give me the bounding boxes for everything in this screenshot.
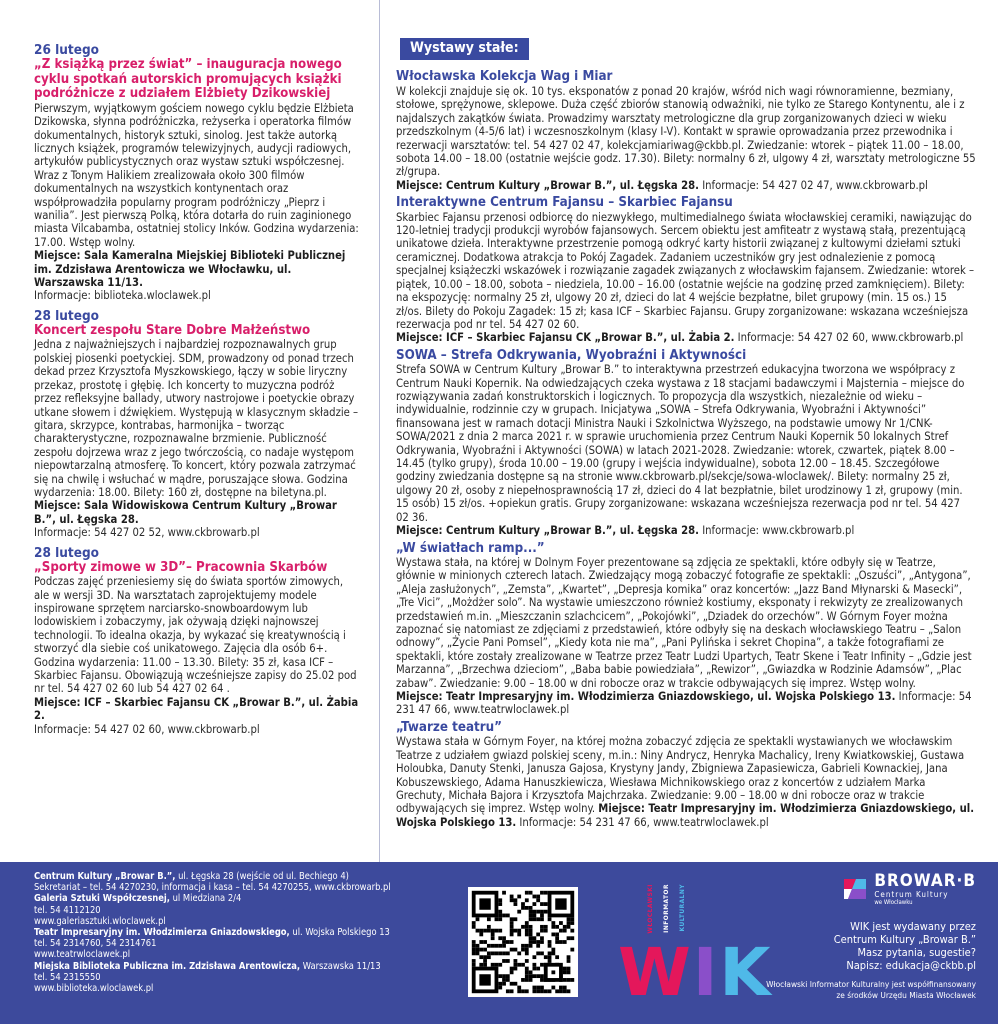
footer-contacts	[34, 871, 454, 994]
wik-vertical-1: WŁOCŁAWSKI	[646, 884, 654, 934]
contact-line	[34, 871, 454, 882]
contact-name: Teatr Impresaryjny im. Włodzimierza Gniazdowskiego,	[34, 927, 290, 939]
exhibition-title: Interaktywne Centrum Fajansu – Skarbiec Fajansu	[396, 195, 733, 211]
exhibition-info: Informacje: 54 231 47 66, www.teatrwloclawek.pl	[519, 815, 769, 829]
footer	[0, 862, 998, 1024]
wik-letter-w: W	[618, 934, 693, 1011]
event-info: Informacje: 54 427 02 60, www.ckbrowarb.pl	[34, 722, 260, 736]
event-date: 26 lutego	[34, 42, 100, 58]
contact-line	[34, 882, 454, 893]
browar-logo	[736, 872, 976, 906]
contact-line	[34, 893, 454, 904]
event-description: Pierwszym, wyjątkowym gościem nowego cyklu będzie Elżbieta Dzikowska, słynna podróżniczka, reżyserka i operatorka filmów dokumentalnych, historyk sztuki, sinolog. Jest także autorką licznych książek, programów telewizyjnych, audycji radiowych, artykułów publicystycznych oraz wystaw sztuki współczesnej. Wraz z Tonym Halikiem zrealizowała około 300 filmów dokumentalnych na wszystkich kontynentach oraz współprowadziła popularny program podróżniczy „Pieprz i wanilia”. Jest pierwszą Polką, która dotarła do ruin zaginionego miasta Vilcabamba, ostatniej stolicy Inków. Godzina wydarzenia: 17.00. Wstęp wolny.	[34, 101, 359, 249]
contact-email[interactable]: Napisz: edukacja@ckbb.pl	[846, 959, 976, 972]
contact-detail: Sekretariat – tel. 54 4270230, informacja i kasa – tel. 54 4270255, www.ckbrowarb.pl	[34, 882, 391, 894]
exhibition-info: Informacje: 54 231 47 66, www.teatrwloclawek.pl	[396, 690, 972, 717]
column-divider	[379, 0, 380, 862]
section-badge: Wystawy stałe:	[400, 38, 529, 60]
wik-letter-i: I	[692, 934, 720, 1011]
event-description: Jedna z najważniejszych i najbardziej rozpoznawalnych grup polskiej piosenki poetyckiej. SDM, prowadzony od ponad trzech dekad przez Krzysztofa Myszkowskiego, łączy w sobie liryczny przekaz, prostotę i głębię. Ich koncerty to muzyczna podróż przez refleksyjne ballady, utwory nastrojowe i poetyckie obrazy utkane słowem i dźwiękiem. Występują w klasycznym składzie – gitara, skrzypce, kontrabas, harmonijka – tworząc charakterystyczne, rozpoznawalne brzmienie. Publiczność zespołu dojrzewa wraz z jego twórczością, co nadaje występom niepowtarzalną atmosferę. To koncert, który pozwala zatrzymać się na chwilę i wsłuchać w mądre, poruszające słowa. Godzina wydarzenia: 18.00. Bilety: 160 zł, dostępne na biletyna.pl.	[34, 338, 359, 499]
contact-link[interactable]: www.teatrwloclawek.pl	[34, 949, 131, 961]
event-date: 28 lutego	[34, 307, 100, 324]
note-line: ze środków Urzędu Miasta Włocławek	[836, 989, 976, 1000]
exhibition-description: Wystawa stała, na której w Dolnym Foyer prezentowane są zdjęcia ze spektakli, które odbyły się w Teatrze, głównie w minionych czterech latach. Zwiedzający mogą zobaczyć fotografie ze spektakli: „Oszuści”, „Antygona”, „Aleja zasłużonych”, „Zemsta”, „Kwartet”, „Depresja komika” oraz koncertów: „Jazz Band Młynarski & Masecki”, „Tre Vici”, „Możdżer solo”. Na wystawie umieszczono również kostiumy, eksponaty i rekwizyty ze zrealizowanych przedstawień m.in. „Mieszczanin szlachcicem”, „Pokojówki”, „Dziadek do orzechów”. W Górnym Foyer można zapoznać się natomiast ze zdjęciami z przedstawień, które odbyły się na deskach włocławskiego Teatru – „Salon odnowy”, „Życie Pani Pomsel”, „Kiedy kota nie ma”, „Pani Pylińska i sekret Chopina”, a także fotografiami ze spektakli, które zostały zrealizowane w Teatrze przez Teatr Ludzi Upartych, Teatr Skene i Teatr Infinity – „Gdzie jest Marzanna”, „Brzechwa dzieciom”, „Baba babie powiedziała”, „Rewizor”, „Gwiazdka w Rodzinie Adamsów”, „Plac zabaw”. Zwiedzanie: 9.00 – 18.00 w dni robocze oraz w trakcie odbywających się imprez. Wstęp wolny.	[396, 556, 972, 690]
exhibition-description: Wystawa stała w Górnym Foyer, na której można zobaczyć zdjęcia ze spektakli wystawianych we włocławskim Teatrze z udziałem gwiazd polskiej sceny, m.in.: Niny Andrycz, Henryka Machalicy, Ireny Kwiatkowskiej, Gustawa Holoubka, Danuty Stenki, Janusza Gajosa, Krystyny Jandy, Zbigniewa Zapasiewicza, Gabrieli Kownackiej, Jana Kobuszewskiego, Adama Hanuszkiewicza, Wiesława Michnikowskiego oraz z koncertów z udziałem Marka Grechuty, Michała Bajora i Krzysztofa Majchrzaka. Zwiedzanie: 9.00 – 18.00 w dni robocze oraz w trakcie odbywających się imprez. Wstęp wolny.	[396, 735, 965, 816]
event-title: „Sporty zimowe w 3D”– Pracownia Skarbów	[34, 559, 328, 575]
contact-detail: tel. 54 4112120	[34, 904, 101, 916]
exhibition-title: „Twarze teatru”	[396, 719, 503, 735]
event-info: Informacje: 54 427 02 52, www.ckbrowarb.pl	[34, 526, 260, 540]
event-place: Miejsce: ICF – Skarbiec Fajansu CK „Browar B.”, ul. Żabia 2.	[34, 695, 359, 723]
contact-line	[34, 961, 454, 972]
contact-name: Centrum Kultury „Browar B.”,	[34, 871, 176, 882]
event-info: Informacje: biblioteka.wloclawek.pl	[34, 289, 211, 303]
logo-subtitle: Centrum Kultury	[874, 890, 949, 899]
contact-detail: ul. Łęgska 28 (wejście od ul. Bechiego 4)	[175, 871, 349, 882]
contact-link[interactable]: www.biblioteka.wloclawek.pl	[34, 983, 154, 995]
funding-note	[736, 979, 976, 1000]
exhibition-description: Strefa SOWA w Centrum Kultury „Browar B.” to interaktywna przestrzeń edukacyjna tworzona we współpracy z Centrum Nauki Kopernik. Na odwiedzających czeka wystawa z 18 stacjami badawczymi i Majsternia – miejsce do rozwiązywania zadań konstruktorskich i logicznych. To propozycja dla wszystkich, niezależnie od wieku – indywidualnie, rodzinnie czy w grupach. Inicjatywa „SOWA – Strefa Odkrywania, Wyobraźni i Aktywności” finansowana jest w ramach dotacji Ministra Nauki i Szkolnictwa Wyższego, na podstawie umowy Nr 1/CNK-SOWA/2021 z dnia 2 marca 2021 r. w sprawie uruchomienia przez Centrum Nauki Kopernik 50 lokalnych Stref Odkrywania, Wyobraźni i Aktywności (SOWA) w latach 2021-2028. Zwiedzanie: wtorek, czwartek, piątek 8.00 – 14.45 (tylko grupy), środa 10.00 – 19.00 (grupy i wejścia indywidualne), sobota 12.00 – 18.45. Szczegółowe godziny zwiedzania dostępne są na stronie www.ckbrowarb.pl/sekcje/sowa-wloclawek/. Bilety: normalny 25 zł, ulgowy 20 zł, osoby z niepełnosprawnością 17 zł, dzieci do 4 lat bezpłatnie, bilet urodzinowy 1 zł, grupowy (min. 15 osób) 15 zł/os. +opiekun gratis. Grupy zorganizowane: wskazana wcześniejsza rezerwacja pod nr tel. 54 427 02 36.	[396, 363, 965, 524]
event-block	[34, 308, 360, 540]
exhibition-block	[396, 720, 976, 829]
contact-line	[34, 972, 454, 983]
qr-code-icon	[468, 887, 578, 997]
event-place: Miejsce: Sala Widowiskowa Centrum Kultury „Browar B.”, ul. Łęgska 28.	[34, 499, 337, 526]
exhibition-block	[396, 541, 976, 717]
exhibition-place: Miejsce: Teatr Impresaryjny im. Włodzimierza Gniazdowskiego, ul. Wojska Polskiego 13.	[396, 802, 975, 829]
contact-detail: tel. 54 2315550	[34, 971, 101, 983]
exhibition-block	[396, 195, 976, 345]
message-line: Centrum Kultury „Browar B.”	[833, 933, 976, 946]
exhibition-block	[396, 69, 976, 192]
contact-detail: Warszawska 11/13	[300, 960, 381, 972]
contact-line	[34, 949, 454, 960]
exhibition-title: „W światłach ramp...”	[396, 540, 545, 556]
event-date: 28 lutego	[34, 544, 100, 561]
wik-letter-k: K	[719, 934, 773, 1011]
exhibition-place: Miejsce: Centrum Kultury „Browar B.”, ul. Łęgska 28.	[396, 524, 699, 538]
event-title: Koncert zespołu Stare Dobre Małżeństwo	[34, 322, 311, 338]
wik-vertical-2: INFORMATOR	[662, 884, 670, 933]
exhibition-title: Włocławska Kolekcja Wag i Miar	[396, 69, 613, 85]
note-line: Włocławski Informator Kulturalny jest współfinansowany	[766, 979, 976, 989]
exhibition-info: Informacje: 54 427 02 60, www.ckbrowarb.pl	[737, 331, 964, 345]
exhibition-info: Informacje: www.ckbrowarb.pl	[702, 524, 855, 538]
contact-name: Galeria Sztuki Współczesnej,	[34, 893, 170, 905]
exhibition-block	[396, 348, 976, 538]
exhibition-place: Miejsce: Centrum Kultury „Browar B.”, ul. Łęgska 28.	[396, 178, 699, 192]
exhibition-info: Informacje: 54 427 02 47, www.ckbrowarb.pl	[702, 178, 928, 192]
contact-detail: tel. 54 2314760, 54 2314761	[34, 938, 157, 950]
contact-name: Miejska Biblioteka Publiczna im. Zdzisława Arentowicza,	[34, 960, 301, 972]
logo-subtitle-2: we Włocławku	[874, 899, 913, 906]
contact-link[interactable]: www.galeriasztuki.wloclawek.pl	[34, 915, 166, 927]
event-block	[34, 545, 360, 736]
wik-vertical-3: KULTURALNY	[678, 884, 686, 932]
exhibition-place: Miejsce: Teatr Impresaryjny im. Włodzimierza Gniazdowskiego, ul. Wojska Polskiego 13.	[396, 690, 896, 704]
contact-line	[34, 905, 454, 916]
contact-line	[34, 927, 454, 938]
logo-title: BROWAR·B	[874, 871, 976, 891]
publisher-message	[736, 920, 976, 972]
contact-line	[34, 983, 454, 994]
contact-line	[34, 916, 454, 927]
footer-publisher	[736, 872, 976, 1000]
event-place: Miejsce: Sala Kameralna Miejskiej Biblioteki Publicznej im. Zdzisława Arentowicza we Włocławku, ul. Warszawska 11/13.	[34, 249, 346, 290]
exhibition-place: Miejsce: ICF – Skarbiec Fajansu CK „Browar B.”, ul. Żabia 2.	[396, 331, 735, 345]
contact-line	[34, 938, 454, 949]
exhibition-title: SOWA – Strefa Odkrywania, Wyobraźni i Aktywności	[396, 347, 747, 363]
qr-code	[468, 887, 578, 997]
exhibition-description: W kolekcji znajduje się ok. 10 tys. eksponatów z ponad 20 krajów, wśród nich wagi równoramienne, bezmiany, stołowe, sprężynowe, sklepowe. Duża część zbiorów stanowią odważniki, nie tylko ze Starego Kontynentu, ale i z najdalszych zakątków świata. Prowadzimy warsztaty metrologiczne dla grup zorganizowanych dzieci w wieku przedszkolnym (4-5/6 lat) i wczesnoszkolnym (klasy I-V). Kontakt w sprawie oprowadzania przez przewodnika i rezerwacji warsztatów: tel. 54 427 02 47, kolekcjamiariwag@ckbb.pl. Zwiedzanie: wtorek – piątek 11.00 – 18.00, sobota 14.00 – 18.00 (ostatnie wejście godz. 17.30). Bilety: normalny 6 zł, ulgowy 4 zł, warsztaty metrologiczne 55 zł/grupa.	[396, 84, 976, 179]
contact-detail: ul. Wojska Polskiego 13	[289, 927, 390, 939]
contact-detail: ul Miedziana 2/4	[169, 893, 242, 905]
message-line: WIK jest wydawany przez	[850, 920, 976, 933]
exhibitions-column	[396, 38, 976, 829]
browar-logo-icon	[842, 877, 868, 901]
event-block	[34, 42, 360, 303]
message-line: Masz pytania, sugestie?	[857, 946, 976, 959]
event-title: „Z książką przez świat” – inauguracja nowego cyklu spotkań autorskich promujących książki podróżnicze z udziałem Elżbiety Dzikowskiej	[34, 57, 342, 102]
exhibition-description: Skarbiec Fajansu przenosi odbiorcę do niezwykłego, multimedialnego świata włocławskiej ceramiki, nawiązując do 120-letniej tradycji produkcji wyrobów fajansowych. Sercem obiektu jest amfiteatr z wystawą stałą, prezentującą unikatowe dzieła. Interaktywne przestrzenie pomogą odkryć karty historii związanej z kultowymi dziełami sztuki ceramicznej. Dodatkowa atrakcja to Pokój Zagadek. Zadaniem uczestników gry jest odnalezienie z pomocą specjalnej książeczki wskazówek i rozwiązanie zagadek związanych z włocławskim fajansem. Zwiedzanie: wtorek – piątek, 10.00 – 18.00, sobota – niedziela, 10.00 – 16.00 (ostatnie wejście na godzinę przed zamknięciem). Bilety: na ekspozycję: normalny 25 zł, ulgowy 20 zł, dzieci do lat 4 wejście bezpłatne, bilet grupowy (min. 15 os.) 15 zł/os. Bilety do Pokoju Zagadek: 15 zł; kasa ICF – Skarbiec Fajansu. Grupy zorganizowane: wskazana wcześniejsza rezerwacja pod nr tel. 54 427 02 60.	[396, 210, 974, 331]
events-column	[34, 42, 360, 736]
event-description: Podczas zajęć przeniesiemy się do świata sportów zimowych, ale w wersji 3D. Na warsztatach zaprojektujemy modele inspirowane sprzętem narciarsko-snowboardowym lub lodowiskiem i zobaczymy, jak ożywają dzięki najnowszej technologii. To idealna okazja, by wykazać się kreatywnością i stworzyć dla siebie coś unikatowego. Zajęcia dla osób 6+. Godzina wydarzenia: 11.00 – 13.30. Bilety: 35 zł, kasa ICF – Skarbiec Fajansu. Obowiązują wcześniejsze zapisy do 25.02 pod nr tel. 54 427 02 60 lub 54 427 02 64 .	[34, 575, 357, 696]
